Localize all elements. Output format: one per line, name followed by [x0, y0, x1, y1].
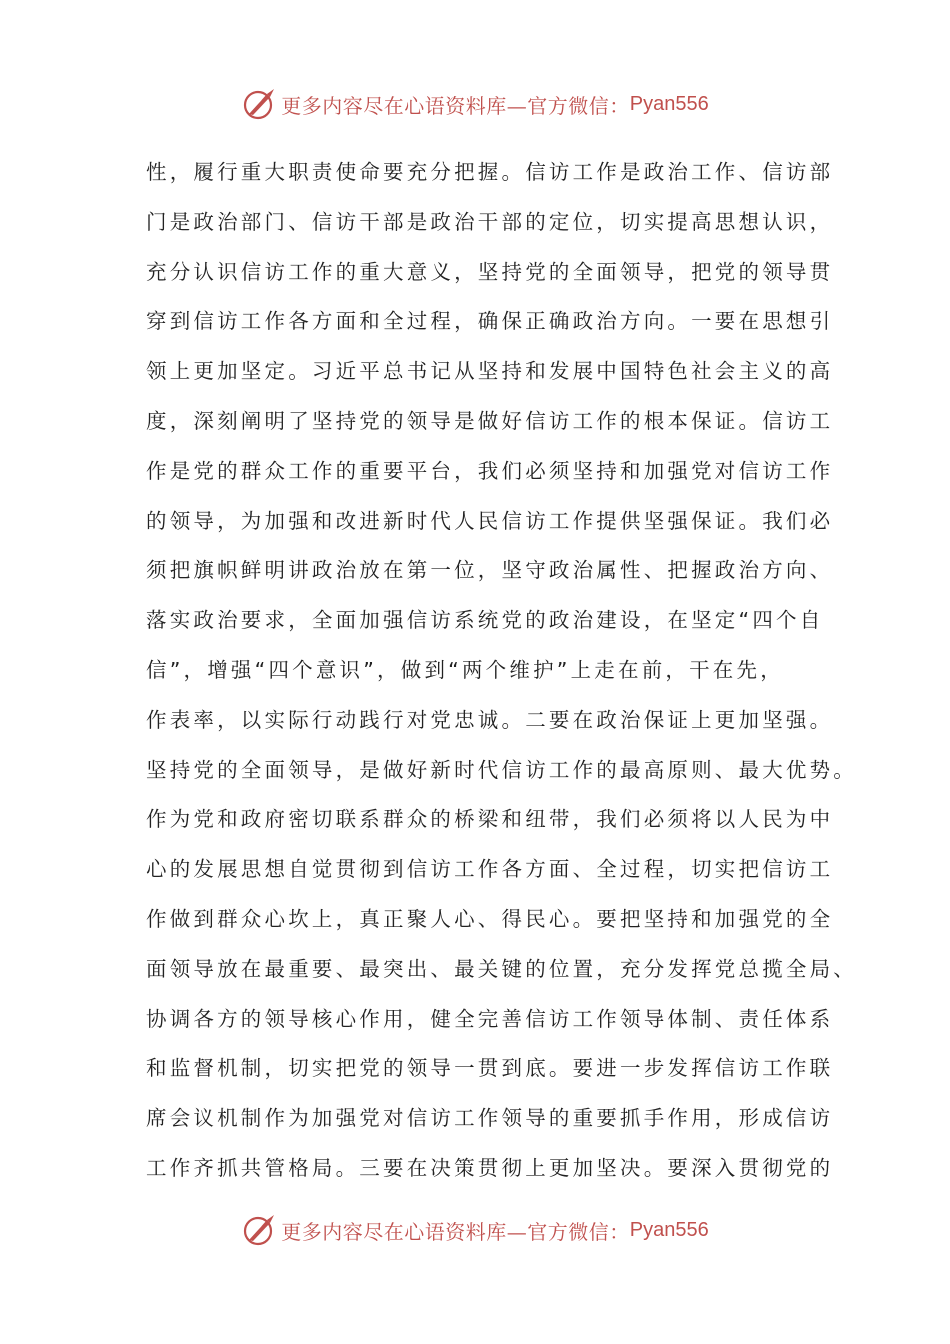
- body-line: 心的发展思想自觉贯彻到信访工作各方面、全过程，切实把信访工: [146, 857, 834, 882]
- body-line: 落实政治要求，全面加强信访系统党的政治建设，在坚定“四个自: [146, 608, 824, 633]
- body-line: 的领导，为加强和改进新时代人民信访工作提供坚强保证。我们必: [146, 508, 834, 533]
- body-line: 坚持党的全面领导，是做好新时代信访工作的最高原则、最大优势。: [146, 757, 857, 782]
- body-line: 作为党和政府密切联系群众的桥梁和纽带，我们必须将以人民为中: [146, 807, 834, 832]
- body-line: 须把旗帜鲜明讲政治放在第一位，坚守政治属性、把握政治方向、: [146, 558, 834, 583]
- body-line: 穿到信访工作各方面和全过程，确保正确政治方向。一要在思想引: [146, 309, 834, 334]
- document-body: [146, 148, 857, 1194]
- body-line: 信”，增强“四个意识”，做到“两个维护”上走在前，干在先，: [146, 657, 784, 682]
- footer-banner-text: 更多内容尽在心语资料库—官方微信：: [281, 1219, 630, 1244]
- body-line: 领上更加坚定。习近平总书记从坚持和发展中国特色社会主义的高: [146, 359, 834, 384]
- quill-logo-icon: [241, 86, 277, 122]
- body-line: 作做到群众心坎上，真正聚人心、得民心。要把坚持和加强党的全: [146, 906, 834, 931]
- body-line: 性，履行重大职责使命要充分把握。信访工作是政治工作、信访部: [146, 160, 834, 184]
- body-line: 作表率，以实际行动践行对党忠诚。二要在政治保证上更加坚强。: [146, 707, 834, 732]
- header-banner-wechat-id: Pyan556: [629, 92, 709, 115]
- body-line: 席会议机制作为加强党对信访工作领导的重要抓手作用，形成信访: [146, 1106, 834, 1131]
- body-line: 面领导放在最重要、最突出、最关键的位置，充分发挥党总揽全局、: [146, 956, 857, 981]
- body-line: 协调各方的领导核心作用，健全完善信访工作领导体制、责任体系: [146, 1006, 834, 1031]
- header-banner: [0, 82, 950, 126]
- header-banner-text: 更多内容尽在心语资料库—官方微信：: [281, 93, 630, 118]
- body-line: 工作齐抓共管格局。三要在决策贯彻上更加坚决。要深入贯彻党的: [146, 1155, 834, 1180]
- footer-banner: [0, 1208, 950, 1252]
- body-line: 作是党的群众工作的重要平台，我们必须坚持和加强党对信访工作: [146, 458, 834, 483]
- body-line: 和监督机制，切实把党的领导一贯到底。要进一步发挥信访工作联: [146, 1056, 834, 1081]
- body-line: 门是政治部门、信访干部是政治干部的定位，切实提高思想认识，: [146, 209, 834, 234]
- body-line: 度，深刻阐明了坚持党的领导是做好信访工作的根本保证。信访工: [146, 408, 834, 433]
- footer-banner-wechat-id: Pyan556: [629, 1218, 709, 1241]
- body-line: 充分认识信访工作的重大意义，坚持党的全面领导，把党的领导贯: [146, 259, 834, 284]
- quill-logo-icon: [241, 1212, 277, 1248]
